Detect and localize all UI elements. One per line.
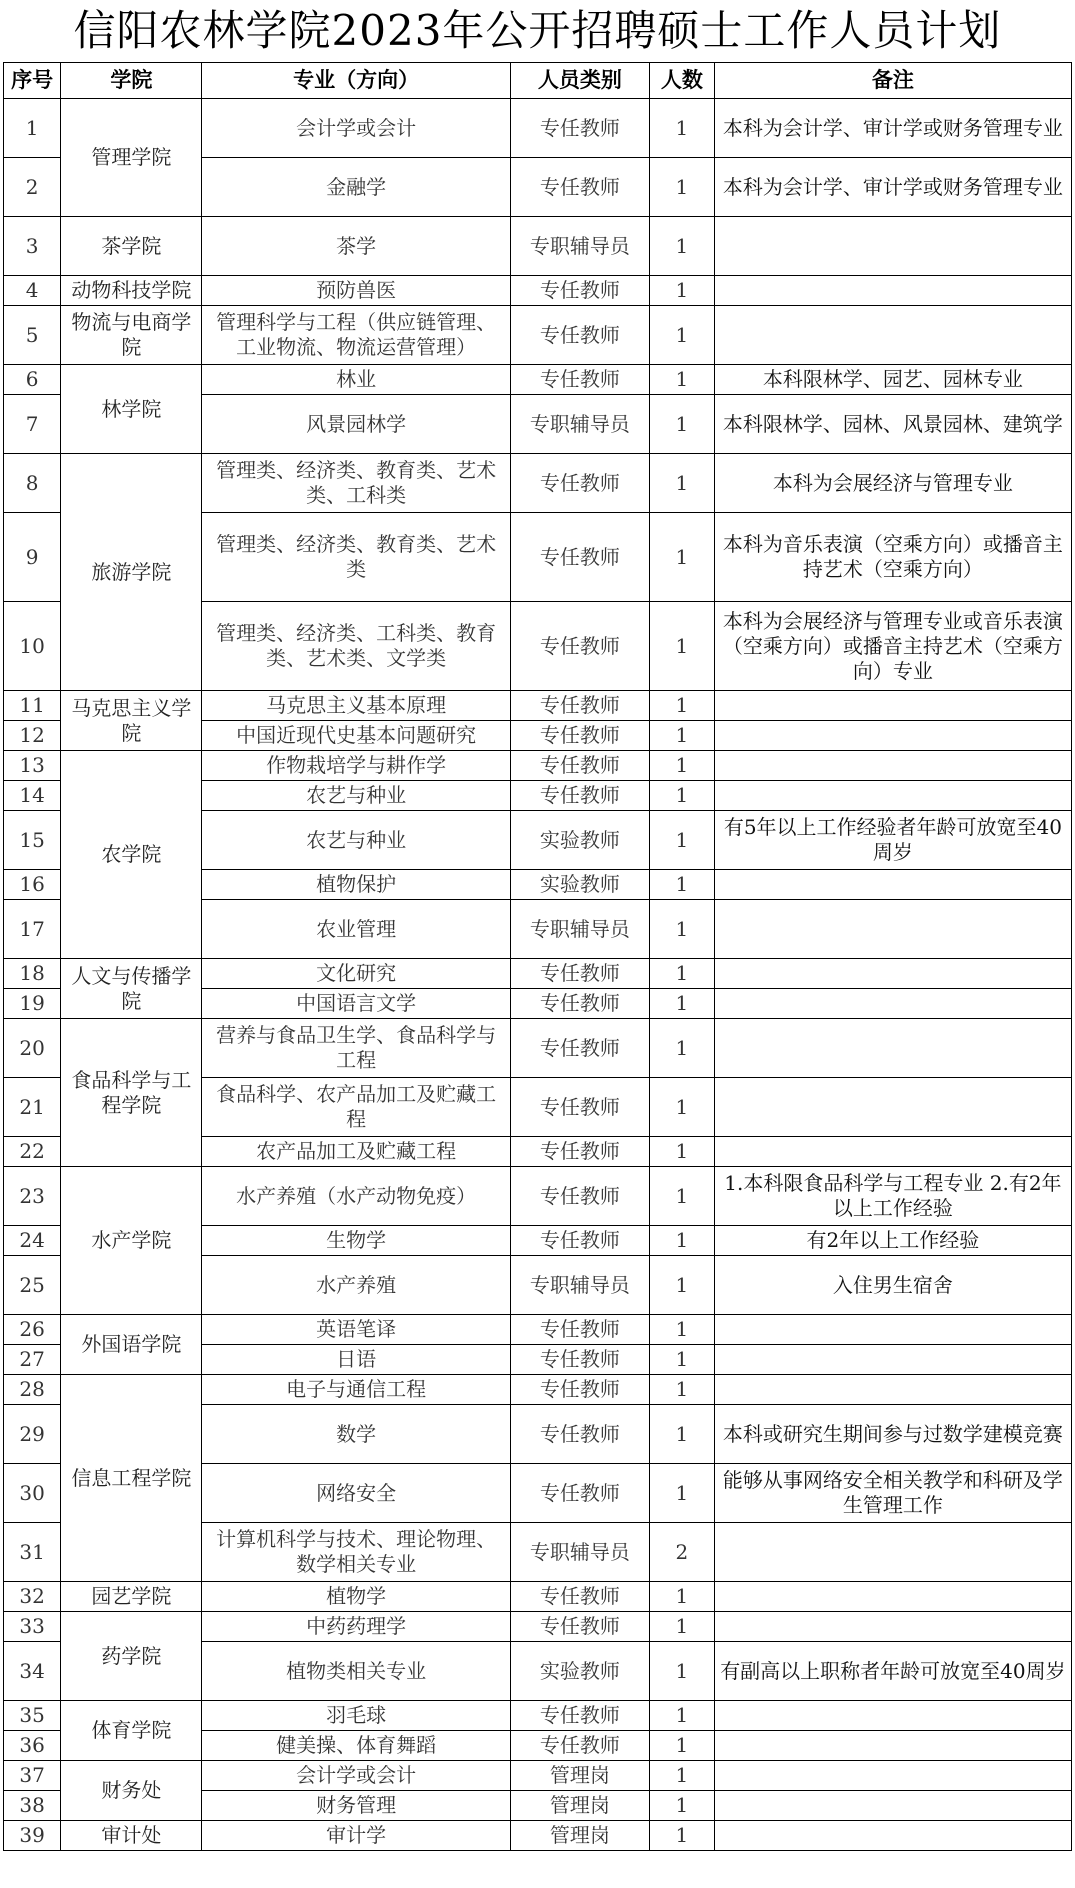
staff-type-cell: 专职辅导员 — [510, 217, 649, 276]
count-cell: 1 — [649, 1642, 714, 1701]
recruitment-table — [3, 62, 1072, 1851]
row-index: 13 — [4, 751, 61, 781]
page-title: 信阳农林学院2023年公开招聘硕士工作人员计划 — [73, 6, 1002, 55]
notes-cell — [714, 1375, 1071, 1405]
row-index: 2 — [4, 158, 61, 217]
row-index: 6 — [4, 365, 61, 395]
notes-cell — [714, 1078, 1071, 1137]
row-index: 22 — [4, 1137, 61, 1167]
row-index: 24 — [4, 1226, 61, 1256]
major-cell: 植物类相关专业 — [202, 1642, 511, 1701]
department-cell: 管理学院 — [61, 99, 202, 217]
row-index: 34 — [4, 1642, 61, 1701]
major-cell: 网络安全 — [202, 1464, 511, 1523]
count-cell: 1 — [649, 751, 714, 781]
notes-cell — [714, 1731, 1071, 1761]
header-staff-type: 人员类别 — [510, 63, 649, 99]
count-cell: 1 — [649, 1315, 714, 1345]
major-cell: 财务管理 — [202, 1791, 511, 1821]
staff-type-cell: 专任教师 — [510, 1315, 649, 1345]
notes-cell — [714, 721, 1071, 751]
table-row — [4, 1701, 1072, 1731]
notes-cell — [714, 751, 1071, 781]
row-index: 21 — [4, 1078, 61, 1137]
staff-type-cell: 专任教师 — [510, 989, 649, 1019]
major-cell: 审计学 — [202, 1821, 511, 1851]
count-cell: 1 — [649, 217, 714, 276]
count-cell: 1 — [649, 1791, 714, 1821]
major-cell: 金融学 — [202, 158, 511, 217]
staff-type-cell: 专任教师 — [510, 602, 649, 691]
table-row — [4, 751, 1072, 781]
major-cell: 植物学 — [202, 1582, 511, 1612]
count-cell: 1 — [649, 1731, 714, 1761]
major-cell: 会计学或会计 — [202, 99, 511, 158]
row-index: 10 — [4, 602, 61, 691]
staff-type-cell: 专任教师 — [510, 1345, 649, 1375]
notes-cell: 1.本科限食品科学与工程专业 2.有2年以上工作经验 — [714, 1167, 1071, 1226]
major-cell: 水产养殖（水产动物免疫） — [202, 1167, 511, 1226]
department-cell: 马克思主义学院 — [61, 691, 202, 751]
notes-cell — [714, 1791, 1071, 1821]
notes-cell: 本科或研究生期间参与过数学建模竞赛 — [714, 1405, 1071, 1464]
staff-type-cell: 专任教师 — [510, 1137, 649, 1167]
major-cell: 风景园林学 — [202, 395, 511, 454]
notes-cell — [714, 217, 1071, 276]
major-cell: 植物保护 — [202, 870, 511, 900]
table-row — [4, 276, 1072, 306]
staff-type-cell: 专任教师 — [510, 1019, 649, 1078]
staff-type-cell: 专任教师 — [510, 1078, 649, 1137]
count-cell: 1 — [649, 1019, 714, 1078]
row-index: 11 — [4, 691, 61, 721]
staff-type-cell: 专任教师 — [510, 306, 649, 365]
row-index: 38 — [4, 1791, 61, 1821]
row-index: 39 — [4, 1821, 61, 1851]
table-row — [4, 217, 1072, 276]
table-row — [4, 959, 1072, 989]
staff-type-cell: 专任教师 — [510, 959, 649, 989]
count-cell: 1 — [649, 959, 714, 989]
table-row — [4, 1375, 1072, 1405]
department-cell: 审计处 — [61, 1821, 202, 1851]
count-cell: 1 — [649, 1761, 714, 1791]
count-cell: 1 — [649, 365, 714, 395]
row-index: 14 — [4, 781, 61, 811]
major-cell: 日语 — [202, 1345, 511, 1375]
major-cell: 预防兽医 — [202, 276, 511, 306]
row-index: 8 — [4, 454, 61, 513]
department-cell: 食品科学与工程学院 — [61, 1019, 202, 1167]
row-index: 1 — [4, 99, 61, 158]
row-index: 16 — [4, 870, 61, 900]
department-cell: 林学院 — [61, 365, 202, 454]
notes-cell — [714, 1019, 1071, 1078]
notes-cell — [714, 1761, 1071, 1791]
count-cell: 1 — [649, 1405, 714, 1464]
notes-cell: 入住男生宿舍 — [714, 1256, 1071, 1315]
major-cell: 中国语言文学 — [202, 989, 511, 1019]
department-cell: 水产学院 — [61, 1167, 202, 1315]
major-cell: 农产品加工及贮藏工程 — [202, 1137, 511, 1167]
count-cell: 1 — [649, 870, 714, 900]
department-cell: 信息工程学院 — [61, 1375, 202, 1582]
row-index: 19 — [4, 989, 61, 1019]
major-cell: 数学 — [202, 1405, 511, 1464]
notes-cell — [714, 1345, 1071, 1375]
notes-cell: 有副高以上职称者年龄可放宽至40周岁 — [714, 1642, 1071, 1701]
count-cell: 1 — [649, 1821, 714, 1851]
notes-cell — [714, 691, 1071, 721]
staff-type-cell: 专任教师 — [510, 1701, 649, 1731]
notes-cell — [714, 989, 1071, 1019]
department-cell: 物流与电商学院 — [61, 306, 202, 365]
row-index: 12 — [4, 721, 61, 751]
staff-type-cell: 专任教师 — [510, 781, 649, 811]
row-index: 23 — [4, 1167, 61, 1226]
department-cell: 旅游学院 — [61, 454, 202, 691]
notes-cell: 本科为会展经济与管理专业或音乐表演（空乘方向）或播音主持艺术（空乘方向）专业 — [714, 602, 1071, 691]
header-notes: 备注 — [714, 63, 1071, 99]
major-cell: 中国近现代史基本问题研究 — [202, 721, 511, 751]
row-index: 25 — [4, 1256, 61, 1315]
notes-cell — [714, 306, 1071, 365]
staff-type-cell: 管理岗 — [510, 1821, 649, 1851]
department-cell: 茶学院 — [61, 217, 202, 276]
department-cell: 外国语学院 — [61, 1315, 202, 1375]
table-row — [4, 1167, 1072, 1226]
count-cell: 1 — [649, 1582, 714, 1612]
row-index: 5 — [4, 306, 61, 365]
row-index: 28 — [4, 1375, 61, 1405]
row-index: 9 — [4, 513, 61, 602]
row-index: 35 — [4, 1701, 61, 1731]
row-index: 7 — [4, 395, 61, 454]
staff-type-cell: 专任教师 — [510, 454, 649, 513]
table-row — [4, 99, 1072, 158]
row-index: 30 — [4, 1464, 61, 1523]
notes-cell: 本科为会计学、审计学或财务管理专业 — [714, 99, 1071, 158]
count-cell: 1 — [649, 989, 714, 1019]
major-cell: 管理类、经济类、工科类、教育类、艺术类、文学类 — [202, 602, 511, 691]
table-row — [4, 454, 1072, 513]
major-cell: 马克思主义基本原理 — [202, 691, 511, 721]
major-cell: 生物学 — [202, 1226, 511, 1256]
staff-type-cell: 专职辅导员 — [510, 395, 649, 454]
staff-type-cell: 专任教师 — [510, 513, 649, 602]
notes-cell: 有2年以上工作经验 — [714, 1226, 1071, 1256]
count-cell: 1 — [649, 1256, 714, 1315]
row-index: 32 — [4, 1582, 61, 1612]
major-cell: 英语笔译 — [202, 1315, 511, 1345]
notes-cell — [714, 1523, 1071, 1582]
staff-type-cell: 专任教师 — [510, 276, 649, 306]
table-row — [4, 1315, 1072, 1345]
major-cell: 农艺与种业 — [202, 811, 511, 870]
table-row — [4, 1821, 1072, 1851]
major-cell: 水产养殖 — [202, 1256, 511, 1315]
count-cell: 1 — [649, 1375, 714, 1405]
row-index: 31 — [4, 1523, 61, 1582]
count-cell: 1 — [649, 1226, 714, 1256]
staff-type-cell: 专任教师 — [510, 99, 649, 158]
major-cell: 农业管理 — [202, 900, 511, 959]
major-cell: 会计学或会计 — [202, 1761, 511, 1791]
notes-cell — [714, 1315, 1071, 1345]
notes-cell: 能够从事网络安全相关教学和科研及学生管理工作 — [714, 1464, 1071, 1523]
table-row — [4, 1612, 1072, 1642]
major-cell: 计算机科学与技术、理论物理、数学相关专业 — [202, 1523, 511, 1582]
staff-type-cell: 专任教师 — [510, 1582, 649, 1612]
row-index: 15 — [4, 811, 61, 870]
staff-type-cell: 专任教师 — [510, 158, 649, 217]
major-cell: 茶学 — [202, 217, 511, 276]
department-cell: 财务处 — [61, 1761, 202, 1821]
row-index: 17 — [4, 900, 61, 959]
table-row — [4, 306, 1072, 365]
notes-cell — [714, 1137, 1071, 1167]
staff-type-cell: 专任教师 — [510, 1375, 649, 1405]
staff-type-cell: 专任教师 — [510, 1464, 649, 1523]
department-cell: 农学院 — [61, 751, 202, 959]
count-cell: 1 — [649, 781, 714, 811]
major-cell: 管理科学与工程（供应链管理、工业物流、物流运营管理） — [202, 306, 511, 365]
notes-cell: 本科限林学、园林、风景园林、建筑学 — [714, 395, 1071, 454]
major-cell: 林业 — [202, 365, 511, 395]
count-cell: 1 — [649, 1612, 714, 1642]
staff-type-cell: 实验教师 — [510, 1642, 649, 1701]
major-cell: 食品科学、农产品加工及贮藏工程 — [202, 1078, 511, 1137]
major-cell: 农艺与种业 — [202, 781, 511, 811]
row-index: 4 — [4, 276, 61, 306]
header-index: 序号 — [4, 63, 61, 99]
count-cell: 1 — [649, 1137, 714, 1167]
staff-type-cell: 实验教师 — [510, 870, 649, 900]
notes-cell: 本科为会计学、审计学或财务管理专业 — [714, 158, 1071, 217]
count-cell: 1 — [649, 99, 714, 158]
notes-cell: 本科限林学、园艺、园林专业 — [714, 365, 1071, 395]
table-row — [4, 1761, 1072, 1791]
count-cell: 1 — [649, 900, 714, 959]
row-index: 29 — [4, 1405, 61, 1464]
major-cell: 管理类、经济类、教育类、艺术类 — [202, 513, 511, 602]
notes-cell — [714, 1821, 1071, 1851]
row-index: 26 — [4, 1315, 61, 1345]
row-index: 36 — [4, 1731, 61, 1761]
header-count: 人数 — [649, 63, 714, 99]
notes-cell — [714, 1701, 1071, 1731]
table-row — [4, 691, 1072, 721]
count-cell: 1 — [649, 454, 714, 513]
notes-cell — [714, 276, 1071, 306]
count-cell: 1 — [649, 602, 714, 691]
notes-cell: 有5年以上工作经验者年龄可放宽至40周岁 — [714, 811, 1071, 870]
count-cell: 1 — [649, 276, 714, 306]
major-cell: 营养与食品卫生学、食品科学与工程 — [202, 1019, 511, 1078]
count-cell: 1 — [649, 1464, 714, 1523]
table-row — [4, 1019, 1072, 1078]
staff-type-cell: 专任教师 — [510, 1167, 649, 1226]
staff-type-cell: 管理岗 — [510, 1791, 649, 1821]
department-cell: 人文与传播学院 — [61, 959, 202, 1019]
row-index: 18 — [4, 959, 61, 989]
count-cell: 1 — [649, 1167, 714, 1226]
major-cell: 健美操、体育舞蹈 — [202, 1731, 511, 1761]
staff-type-cell: 管理岗 — [510, 1761, 649, 1791]
department-cell: 药学院 — [61, 1612, 202, 1701]
major-cell: 羽毛球 — [202, 1701, 511, 1731]
major-cell: 电子与通信工程 — [202, 1375, 511, 1405]
staff-type-cell: 专任教师 — [510, 721, 649, 751]
count-cell: 1 — [649, 513, 714, 602]
notes-cell — [714, 870, 1071, 900]
staff-type-cell: 专职辅导员 — [510, 1256, 649, 1315]
count-cell: 2 — [649, 1523, 714, 1582]
staff-type-cell: 专任教师 — [510, 751, 649, 781]
row-index: 27 — [4, 1345, 61, 1375]
header-major: 专业（方向） — [202, 63, 511, 99]
header-department: 学院 — [61, 63, 202, 99]
staff-type-cell: 实验教师 — [510, 811, 649, 870]
notes-cell — [714, 1582, 1071, 1612]
notes-cell — [714, 1612, 1071, 1642]
row-index: 37 — [4, 1761, 61, 1791]
major-cell: 中药药理学 — [202, 1612, 511, 1642]
table-row — [4, 365, 1072, 395]
count-cell: 1 — [649, 811, 714, 870]
department-cell: 动物科技学院 — [61, 276, 202, 306]
major-cell: 作物栽培学与耕作学 — [202, 751, 511, 781]
notes-cell — [714, 900, 1071, 959]
count-cell: 1 — [649, 395, 714, 454]
department-cell: 体育学院 — [61, 1701, 202, 1761]
count-cell: 1 — [649, 691, 714, 721]
staff-type-cell: 专任教师 — [510, 1612, 649, 1642]
count-cell: 1 — [649, 158, 714, 217]
staff-type-cell: 专职辅导员 — [510, 900, 649, 959]
staff-type-cell: 专职辅导员 — [510, 1523, 649, 1582]
count-cell: 1 — [649, 1701, 714, 1731]
row-index: 3 — [4, 217, 61, 276]
table-header-row — [4, 63, 1072, 99]
staff-type-cell: 专任教师 — [510, 365, 649, 395]
staff-type-cell: 专任教师 — [510, 691, 649, 721]
staff-type-cell: 专任教师 — [510, 1731, 649, 1761]
department-cell: 园艺学院 — [61, 1582, 202, 1612]
row-index: 20 — [4, 1019, 61, 1078]
table-row — [4, 1582, 1072, 1612]
notes-cell: 本科为会展经济与管理专业 — [714, 454, 1071, 513]
row-index: 33 — [4, 1612, 61, 1642]
count-cell: 1 — [649, 721, 714, 751]
major-cell: 管理类、经济类、教育类、艺术类、工科类 — [202, 454, 511, 513]
notes-cell — [714, 781, 1071, 811]
notes-cell: 本科为音乐表演（空乘方向）或播音主持艺术（空乘方向） — [714, 513, 1071, 602]
staff-type-cell: 专任教师 — [510, 1226, 649, 1256]
staff-type-cell: 专任教师 — [510, 1405, 649, 1464]
count-cell: 1 — [649, 1078, 714, 1137]
count-cell: 1 — [649, 1345, 714, 1375]
notes-cell — [714, 959, 1071, 989]
major-cell: 文化研究 — [202, 959, 511, 989]
count-cell: 1 — [649, 306, 714, 365]
